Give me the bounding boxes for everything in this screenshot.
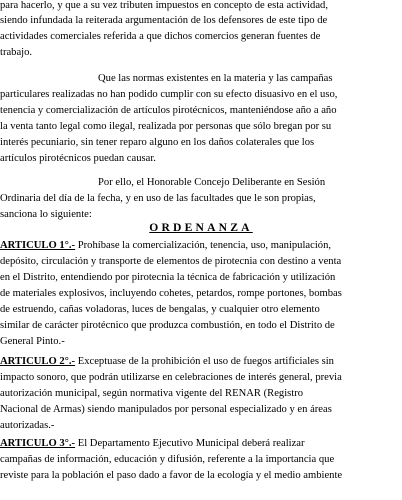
article-1-line: similar de carácter pirotécnico que produzca combustión, en todo el Distrito de [0,320,335,331]
article-3-first-text: El Departamento Ejecutivo Municipal deberá realizar [75,438,305,449]
article-2-line: autorización municipal, según normativa vigente del RENAR (Registro [0,388,304,399]
article-3-line: campañas de información, educación y difusión, referente a la importancia que [0,454,335,465]
intro-p3-line-2: Ordinaria del día de la fecha, y en uso de las facultades que le son propias, [0,193,316,204]
intro-p1-line-4: trabajo. [0,47,33,58]
intro-p1-line-2: siendo infundada la reiterada argumentación de los defensores de este tipo de [0,15,328,26]
article-3-line: reviste para la población el paso dado a favor de la ecología y el medio ambiente [0,470,343,481]
intro-p2-line-2: particulares realizadas no han podido cumplir con su efecto disuasivo en el uso, [0,89,338,100]
article-2-line: impacto sonoro, que podrán utilizarse en celebraciones de interés general, previa [0,372,342,383]
intro-p2-line-3: tenencia y comercialización de artículos pirotécnicos, manteniéndose año a año [0,105,337,116]
article-1-first-line [0,238,331,253]
ordenanza-heading: ORDENANZA [149,221,253,234]
article-2-line: autorizadas.- [0,420,55,431]
article-2-label: ARTICULO 2°.- [0,356,76,367]
article-2-first-line [0,354,334,369]
intro-p2-line-4: la venta tanto legal como ilegal, realizada por personas que sólo bregan por su [0,121,332,132]
intro-p3-line-1: Por ello, el Honorable Concejo Deliberante en Sesión [98,177,326,188]
article-3-first-line [0,436,305,451]
article-1-label: ARTICULO 1°.- [0,240,76,251]
article-2-line: Nacional de Armas) siendo manipulados por personal especializado y en áreas [0,404,332,415]
article-1-line: en el Distrito, entendiendo por pirotecnia la técnica de fabricación y utilización [0,272,336,283]
article-1-line: de estruendo, cañas voladoras, luces de bengalas, y cualquier otro elemento [0,304,320,315]
article-1-line: General Pinto.- [0,336,65,347]
intro-p2-line-6: artículos pirotécnicos puedan causar. [0,153,156,164]
article-3-label: ARTICULO 3°.- [0,438,76,449]
intro-p2-line-1: Que las normas existentes en la materia y las campañas [98,73,333,84]
article-1-first-text: Prohíbase la comercialización, tenencia, uso, manipulación, [75,240,332,251]
intro-p2-line-5: interés pecuniario, sin tener reparo alguno en los daños colaterales que los [0,137,315,148]
article-2-first-text: Exceptuase de la prohibición el uso de fuegos artificiales sin [75,356,334,367]
article-1-line: de materiales explosivos, incluyendo cohetes, petardos, rompe portones, bombas [0,288,342,299]
article-1-line: depósito, circulación y transporte de elementos de pirotecnia con destino a venta [0,256,342,267]
intro-p1-line-3: actividades comerciales referida a que dichos comercios generan fuentes de [0,31,321,42]
intro-p3-line-3: sanciona lo siguiente: [0,209,92,220]
intro-p1-line-1: para hacerlo, y que a su vez tributen impuestos en concepto de esta actividad, [0,0,328,11]
